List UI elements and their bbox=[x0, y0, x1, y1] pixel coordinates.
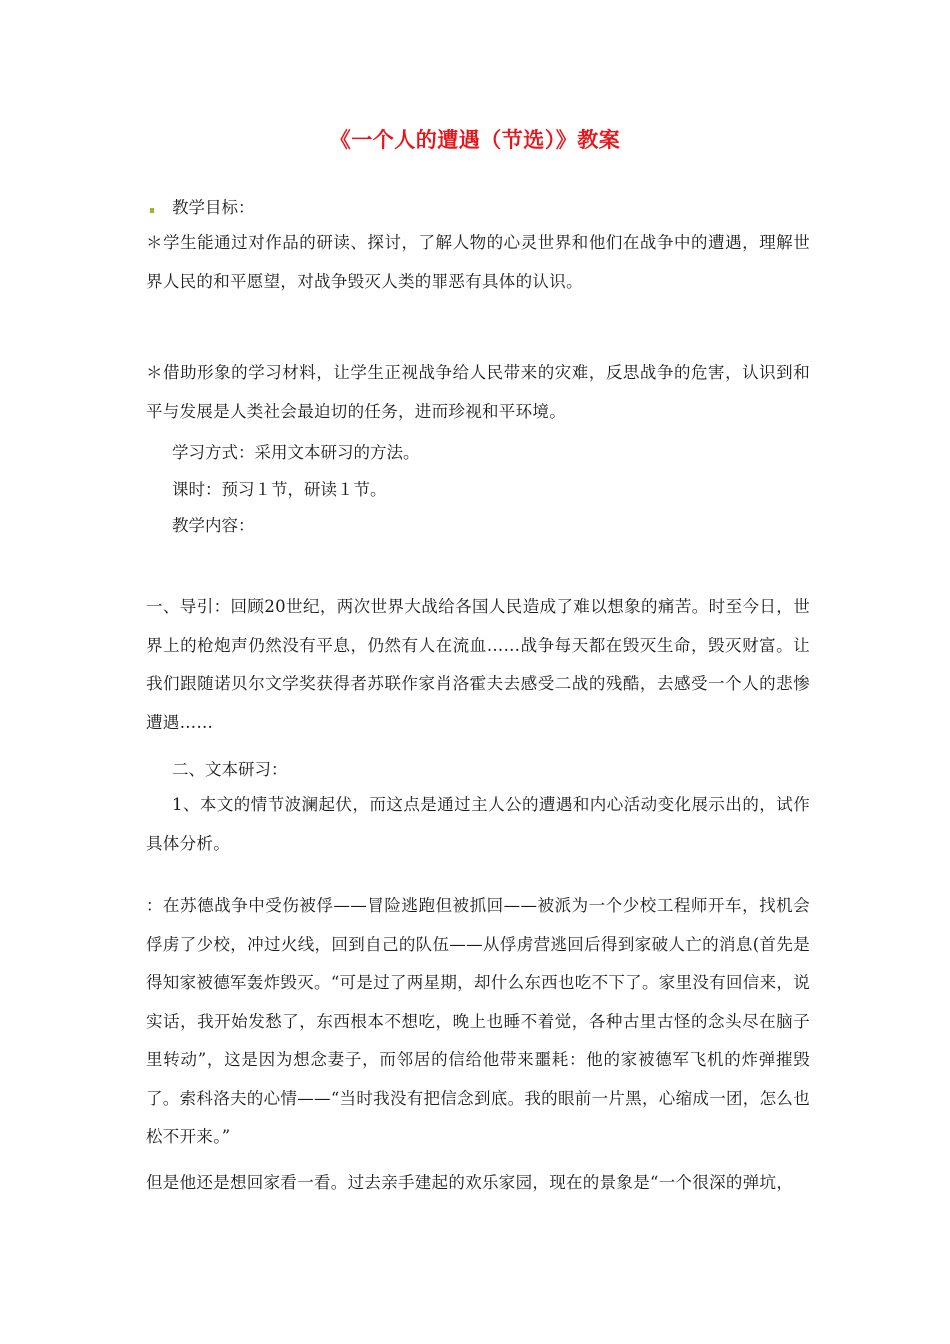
intro-paragraph: 一、导引：回顾20世纪，两次世界大战给各国人民造成了难以想象的痛苦。时至今日，世界上的枪炮声仍然没有平息，仍然有人在流血……战争每天都在毁灭生命，毁灭财富。让我们跟随诺贝尔文学奖获得者苏联作家肖洛霍夫去感受二战的残酷，去感受一个人的悲惨遭遇…… bbox=[146, 597, 810, 732]
content-heading: 教学内容： bbox=[172, 516, 255, 535]
continuation-paragraph: 但是他还是想回家看一看。过去亲手建起的欢乐家园，现在的景象是“一个很深的弹坑， bbox=[146, 1173, 794, 1192]
question-1: 1、本文的情节波澜起伏，而这点是通过主人公的遭遇和内心活动变化展示出的，试作具体分析。 bbox=[146, 795, 810, 853]
objective-2: ＊借助形象的学习材料，让学生正视战争给人民带来的灾难，反思战争的危害，认识到和平与发展是人类社会最迫切的任务，进而珍视和平环境。 bbox=[146, 363, 810, 421]
section-2-heading: 二、文本研习： bbox=[172, 760, 288, 779]
page-title: 《一个人的遭遇（节选）》教案 bbox=[329, 127, 621, 152]
objective-1: ＊学生能通过对作品的研读、探讨，了解人物的心灵世界和他们在战争中的遭遇，理解世界人民的和平愿望，对战争毁灭人类的罪恶有具体的认识。 bbox=[146, 233, 810, 291]
study-method: 学习方式：采用文本研习的方法。 bbox=[172, 443, 420, 462]
green-bullet-mark bbox=[150, 208, 154, 213]
objectives-heading: 教学目标： bbox=[172, 198, 255, 217]
class-hours: 课时：预习１节，研读１节。 bbox=[172, 480, 387, 499]
answer-1: ：在苏德战争中受伤被俘——冒险逃跑但被抓回——被派为一个少校工程师开车，找机会俘虏了少校，冲过火线，回到自己的队伍——从俘虏营逃回后得到家破人亡的消息(首先是得知家被德军轰炸毁灭。“可是过了两星期，却什么东西也吃不下了。家里没有回信来，说实话，我开始发愁了，东西根本不想吃，晚上也睡不着觉，各种古里古怪的念头尽在脑子里转动”，这是因为想念妻子，而邻居的信给他带来噩耗：他的家被德军飞机的炸弹摧毁了。索科洛夫的心情——“当时我没有把信念到底。我的眼前一片黑，心缩成一团，怎么也松不开来。” bbox=[146, 896, 810, 1146]
